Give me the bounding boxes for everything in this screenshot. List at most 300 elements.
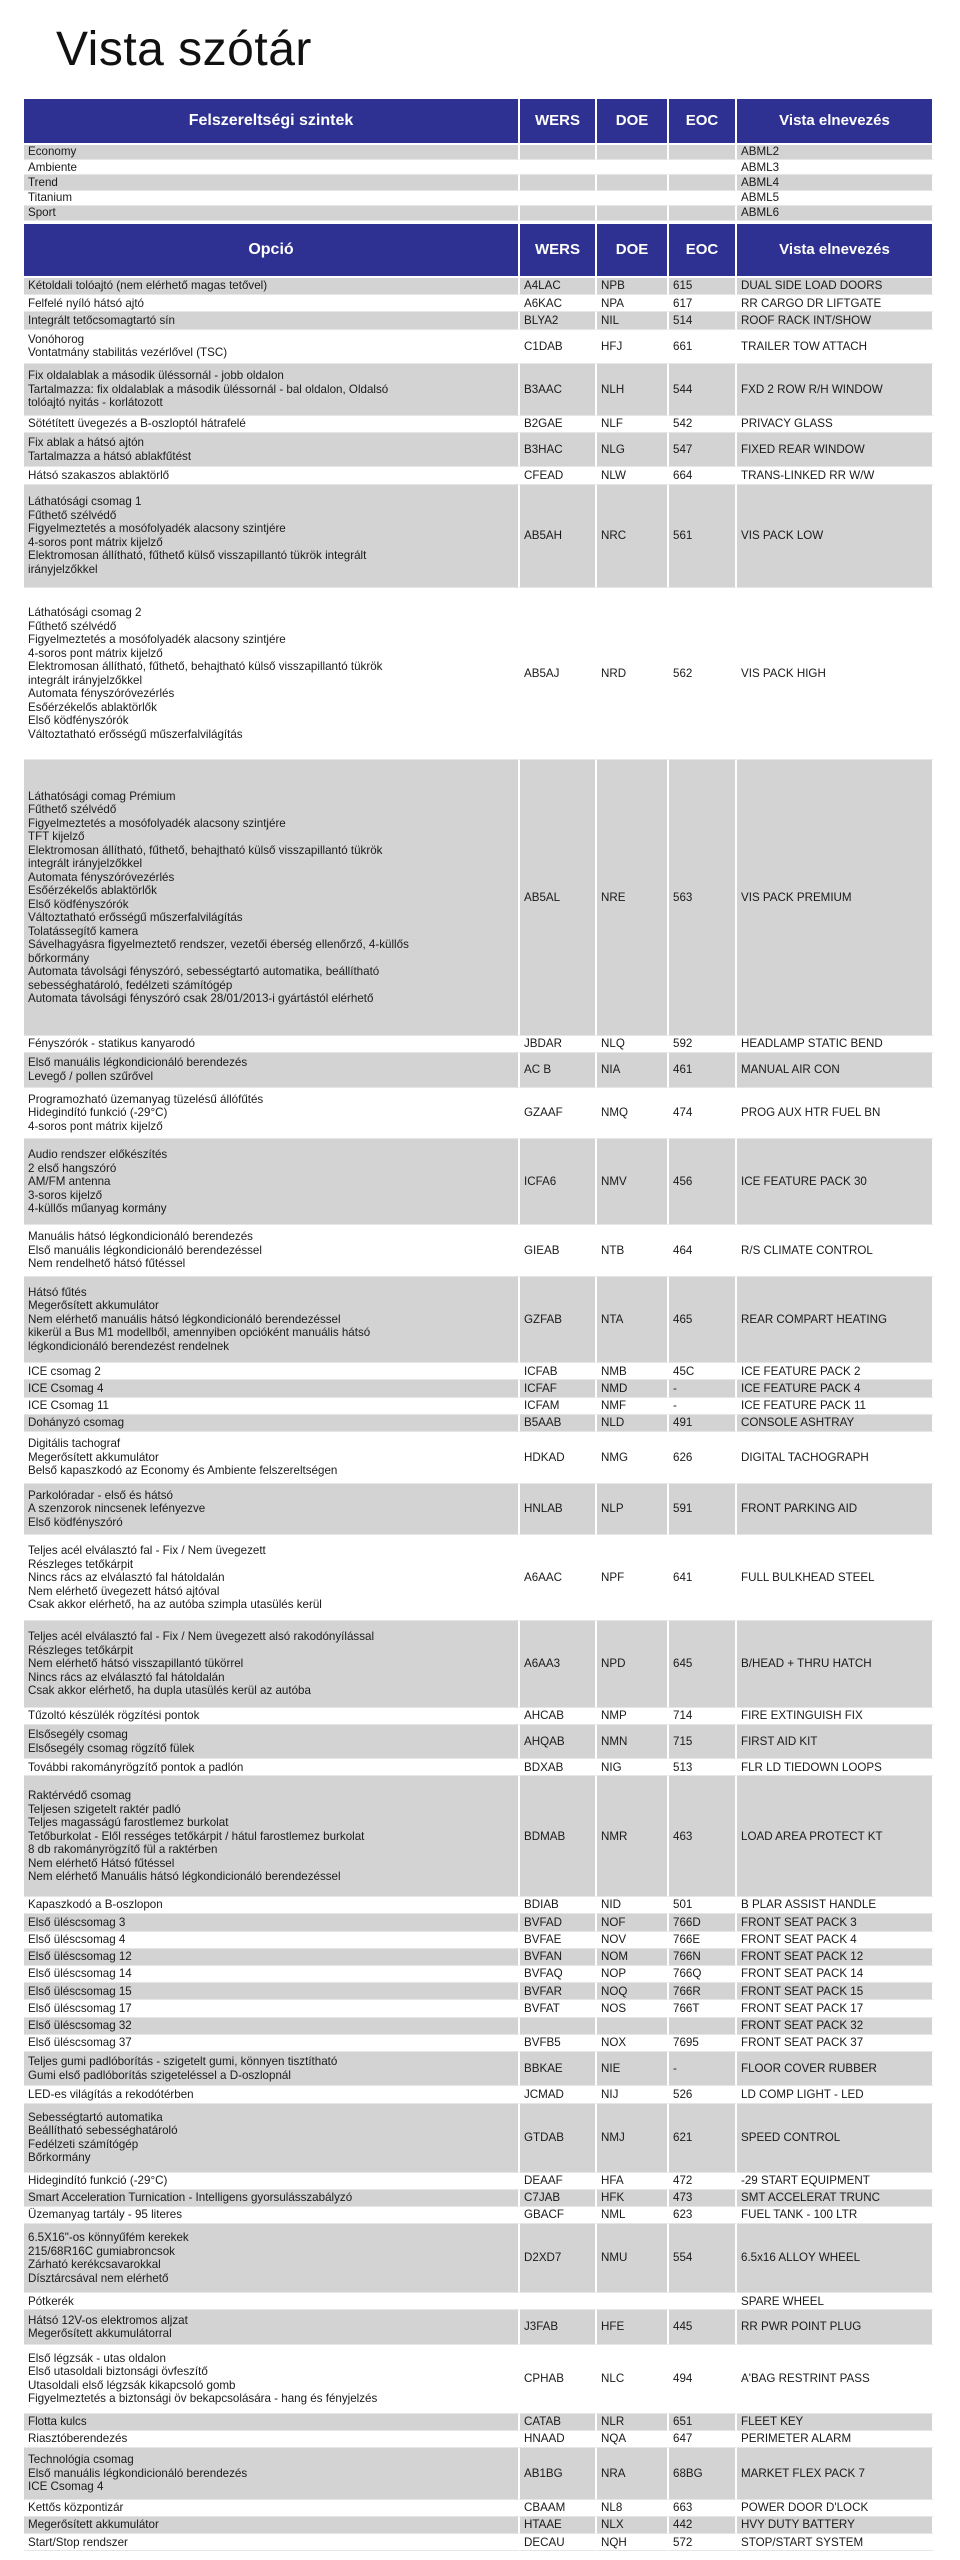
cell-eoc: 715 [669,1725,737,1759]
cell-wers: AHQAB [520,1725,597,1759]
cell-description: Riasztóberendezés [24,2431,520,2448]
cell-vista-name: FIXED REAR WINDOW [737,433,934,467]
option-row [24,1415,934,1432]
option-row [24,1432,934,1484]
cell-doe: NLC [597,2345,669,2414]
option-row [24,1398,934,1415]
option-row [24,330,934,364]
cell-doe [597,175,669,190]
cell-eoc: 562 [669,588,737,760]
cell-eoc: 766N [669,1949,737,1966]
option-row [24,2310,934,2344]
cell-eoc: 491 [669,1415,737,1432]
cell-doe: HFK [597,2190,669,2207]
cell-doe: HFA [597,2173,669,2190]
cell-eoc: 68BG [669,2448,737,2500]
cell-description: Első üléscsomag 12 [24,1949,520,1966]
cell-doe: NMB [597,1363,669,1380]
trim-level-row [24,206,934,221]
cell-eoc [669,191,737,206]
cell-eoc: 544 [669,364,737,416]
cell-doe: NMD [597,1380,669,1397]
cell-doe: NLQ [597,1036,669,1053]
cell-eoc: 623 [669,2207,737,2224]
cell-eoc: 563 [669,760,737,1036]
cell-vista-name: FRONT SEAT PACK 15 [737,1983,934,2000]
option-row [24,2000,934,2017]
cell-wers: B3AAC [520,364,597,416]
cell-description: Hátsó szakaszos ablaktörlő [24,467,520,484]
cell-doe: NOQ [597,1983,669,2000]
cell-eoc: - [669,1380,737,1397]
option-row [24,1949,934,1966]
cell-eoc: 463 [669,1776,737,1897]
cell-doe: NML [597,2207,669,2224]
cell-wers: JCMAD [520,2086,597,2103]
cell-vista-name: FUEL TANK - 100 LTR [737,2207,934,2224]
cell-doe [597,191,669,206]
cell-wers: AHCAB [520,1708,597,1725]
cell-doe: NPD [597,1621,669,1707]
cell-eoc [669,145,737,160]
cell-description: Integrált tetőcsomagtartó sín [24,312,520,329]
cell-eoc [669,160,737,175]
cell-doe: NPB [597,278,669,295]
cell-vista-name: FRONT SEAT PACK 37 [737,2035,934,2052]
cell-vista-name: PERIMETER ALARM [737,2431,934,2448]
cell-wers: CATAB [520,2414,597,2431]
trim-level-name: Ambiente [24,160,520,175]
cell-eoc: 766T [669,2000,737,2017]
trim-level-row [24,145,934,160]
cell-doe: NMQ [597,1088,669,1140]
cell-description: Első üléscsomag 17 [24,2000,520,2017]
cell-vista-name: SPEED CONTROL [737,2104,934,2173]
cell-doe: NLW [597,467,669,484]
cell-wers: GZAAF [520,1088,597,1140]
cell-vista-name: FRONT SEAT PACK 12 [737,1949,934,1966]
header-eoc: EOC [669,99,737,145]
option-row [24,2018,934,2035]
cell-vista-name: -29 START EQUIPMENT [737,2173,934,2190]
cell-doe: NID [597,1897,669,1914]
option-row [24,295,934,312]
cell-vista-name: ICE FEATURE PACK 11 [737,1398,934,1415]
option-row [24,1914,934,1931]
option-row [24,485,934,588]
cell-description: Start/Stop rendszer [24,2534,520,2551]
trim-level-name: Economy [24,145,520,160]
cell-vista-name: ABML4 [737,175,934,190]
cell-description: Pótkerék [24,2293,520,2310]
page-title: Vista szótár [56,23,312,76]
cell-eoc: 766D [669,1914,737,1931]
cell-wers: GBACF [520,2207,597,2224]
cell-description: Vonóhorog Vontatmány stabilitás vezérlővel (TSC) [24,330,520,364]
option-row [24,2500,934,2517]
cell-wers: ICFAB [520,1363,597,1380]
cell-vista-name: 6.5x16 ALLOY WHEEL [737,2224,934,2293]
cell-vista-name: ICE FEATURE PACK 4 [737,1380,934,1397]
cell-eoc: 664 [669,467,737,484]
cell-doe: NOX [597,2035,669,2052]
cell-doe: NRC [597,485,669,588]
cell-eoc: 766R [669,1983,737,2000]
cell-doe [597,206,669,221]
option-row [24,1363,934,1380]
option-row [24,1053,934,1087]
cell-eoc: 547 [669,433,737,467]
cell-doe: NLP [597,1484,669,1536]
cell-wers: GTDAB [520,2104,597,2173]
cell-vista-name: ABML2 [737,145,934,160]
cell-doe: HFJ [597,330,669,364]
cell-doe: NL8 [597,2500,669,2517]
option-row [24,2431,934,2448]
cell-description: Fix ablak a hátsó ajtón Tartalmazza a hátsó ablakfűtést [24,433,520,467]
cell-wers: B2GAE [520,416,597,433]
cell-wers [520,206,597,221]
cell-vista-name: FRONT SEAT PACK 3 [737,1914,934,1931]
cell-vista-name: DIGITAL TACHOGRAPH [737,1432,934,1484]
option-row [24,1380,934,1397]
cell-vista-name: RR PWR POINT PLUG [737,2310,934,2344]
cell-vista-name: VIS PACK HIGH [737,588,934,760]
cell-wers: AB1BG [520,2448,597,2500]
cell-vista-name: FRONT SEAT PACK 4 [737,1932,934,1949]
cell-wers: ICFAM [520,1398,597,1415]
cell-doe: NQH [597,2534,669,2551]
cell-vista-name: FRONT PARKING AID [737,1484,934,1536]
trim-level-row [24,175,934,190]
option-row [24,1932,934,1949]
cell-wers: BVFAD [520,1914,597,1931]
cell-description: Fix oldalablak a második üléssornál - jobb oldalon Tartalmazza: fix oldalablak a második üléssornál - bal oldalon, Oldalsó tolóajtó nyitás - korlátozott [24,364,520,416]
option-row [24,1759,934,1776]
options-table [24,224,934,2551]
cell-wers [520,145,597,160]
cell-doe: NLF [597,416,669,433]
cell-doe: NRA [597,2448,669,2500]
cell-eoc: 663 [669,2500,737,2517]
cell-doe [597,2293,669,2310]
option-row [24,467,934,484]
cell-vista-name: FIRE EXTINGUISH FIX [737,1708,934,1725]
cell-eoc: 626 [669,1432,737,1484]
cell-doe: NMJ [597,2104,669,2173]
cell-description: Láthatósági csomag 1 Fűthető szélvédő Figyelmeztetés a mosófolyadék alacsony szintjére 4-soros pont mátrix kijelző Elektromosan állítható, fűthető külső visszapillantó tükrök integrált irányjelzőkkel [24,485,520,588]
option-row [24,2173,934,2190]
header-trim-level: Felszereltségi szintek [24,99,520,145]
cell-description: Dohányzó csomag [24,1415,520,1432]
cell-doe: NLG [597,433,669,467]
option-row [24,1535,934,1621]
cell-wers: ICFA6 [520,1139,597,1225]
cell-description: ICE csomag 2 [24,1363,520,1380]
header-eoc: EOC [669,224,737,278]
cell-description: Parkolóradar - első és hátsó A szenzorok nincsenek lefényezve Első ködfényszóró [24,1484,520,1536]
cell-eoc: 591 [669,1484,737,1536]
cell-vista-name: MANUAL AIR CON [737,1053,934,1087]
cell-eoc: 661 [669,330,737,364]
cell-doe: NPA [597,295,669,312]
cell-description: Kapaszkodó a B-oszlopon [24,1897,520,1914]
cell-wers: BVFB5 [520,2035,597,2052]
cell-wers: BVFAE [520,1932,597,1949]
option-row [24,1139,934,1225]
cell-eoc: 473 [669,2190,737,2207]
cell-description: További rakományrögzítő pontok a padlón [24,1759,520,1776]
option-row [24,416,934,433]
cell-description: Fényszórók - statikus kanyarodó [24,1036,520,1053]
cell-description: Üzemanyag tartály - 95 literes [24,2207,520,2224]
cell-doe: NQA [597,2431,669,2448]
cell-wers: B3HAC [520,433,597,467]
cell-vista-name: MARKET FLEX PACK 7 [737,2448,934,2500]
cell-wers [520,160,597,175]
cell-doe: NMV [597,1139,669,1225]
cell-wers: HTAAE [520,2517,597,2534]
cell-doe: NMP [597,1708,669,1725]
cell-description: Hátsó fűtés Megerősített akkumulátor Nem elérhető manuális hátsó légkondicionáló berendezéssel kikerül a Bus M1 modellből, amennyiben opcióként manuális hátsó légkondicionáló berendezést rendelnek [24,1277,520,1363]
header-wers: WERS [520,224,597,278]
cell-eoc: 7695 [669,2035,737,2052]
cell-vista-name: DUAL SIDE LOAD DOORS [737,278,934,295]
option-row [24,2224,934,2293]
cell-wers: BVFAT [520,2000,597,2017]
cell-doe: NLR [597,2414,669,2431]
cell-doe: NOP [597,1966,669,1983]
cell-eoc: 641 [669,1535,737,1621]
cell-eoc [669,175,737,190]
option-row [24,1621,934,1707]
option-row [24,2448,934,2500]
cell-description: Tűzoltó készülék rögzítési pontok [24,1708,520,1725]
cell-eoc [669,2018,737,2035]
cell-wers: GZFAB [520,1277,597,1363]
cell-description: Sebességtartó automatika Beállítható sebességhatároló Fedélzeti számítógép Bőrkormány [24,2104,520,2173]
option-row [24,1708,934,1725]
option-row [24,2517,934,2534]
cell-description: ICE Csomag 11 [24,1398,520,1415]
cell-description: ICE Csomag 4 [24,1380,520,1397]
option-row [24,1277,934,1363]
cell-description: Teljes gumi padlóborítás - szigetelt gumi, könnyen tisztítható Gumi első padlóborítás szigeteléssel a D-oszlopnál [24,2052,520,2086]
cell-eoc: 766Q [669,1966,737,1983]
cell-eoc: 766E [669,1932,737,1949]
cell-vista-name: FXD 2 ROW R/H WINDOW [737,364,934,416]
cell-description: Első üléscsomag 32 [24,2018,520,2035]
header-option: Opció [24,224,520,278]
cell-doe: NMR [597,1776,669,1897]
cell-doe: NIL [597,312,669,329]
cell-vista-name: LD COMP LIGHT - LED [737,2086,934,2103]
cell-wers: AB5AH [520,485,597,588]
cell-wers: B5AAB [520,1415,597,1432]
cell-doe: NMG [597,1432,669,1484]
cell-wers: C7JAB [520,2190,597,2207]
cell-description: Első manuális légkondicionáló berendezés Levegő / pollen szűrővel [24,1053,520,1087]
cell-wers: DEAAF [520,2173,597,2190]
option-row [24,1725,934,1759]
cell-doe [597,2018,669,2035]
cell-vista-name: REAR COMPART HEATING [737,1277,934,1363]
cell-doe: NLX [597,2517,669,2534]
cell-vista-name: FULL BULKHEAD STEEL [737,1535,934,1621]
option-row [24,1484,934,1536]
cell-description: LED-es világítás a rekodótérben [24,2086,520,2103]
cell-wers: DECAU [520,2534,597,2551]
cell-vista-name: R/S CLIMATE CONTROL [737,1225,934,1277]
cell-wers: CFEAD [520,467,597,484]
option-row [24,2052,934,2086]
cell-eoc: 526 [669,2086,737,2103]
cell-doe: NOS [597,2000,669,2017]
option-row [24,1036,934,1053]
cell-eoc: 615 [669,278,737,295]
cell-doe: NTA [597,1277,669,1363]
cell-description: 6.5X16"-os könnyűfém kerekek 215/68R16C gumiabroncsok Zárható kerékcsavarokkal Dísztárcsával nem elérhető [24,2224,520,2293]
option-row [24,364,934,416]
cell-wers: A6KAC [520,295,597,312]
cell-wers: AC B [520,1053,597,1087]
cell-wers: AB5AL [520,760,597,1036]
cell-wers: BDMAB [520,1776,597,1897]
cell-eoc: 647 [669,2431,737,2448]
trim-level-name: Trend [24,175,520,190]
cell-vista-name: ICE FEATURE PACK 30 [737,1139,934,1225]
cell-vista-name: CONSOLE ASHTRAY [737,1415,934,1432]
cell-doe: NMU [597,2224,669,2293]
header-doe: DOE [597,99,669,145]
cell-doe: NOM [597,1949,669,1966]
option-row [24,2534,934,2551]
cell-description: Kettős központizár [24,2500,520,2517]
cell-vista-name: SMT ACCELERAT TRUNC [737,2190,934,2207]
option-row [24,1776,934,1897]
trim-level-name: Sport [24,206,520,221]
cell-description: Audio rendszer előkészítés 2 első hangszóró AM/FM antenna 3-soros kijelző 4-küllős műanyag kormány [24,1139,520,1225]
cell-vista-name: ABML5 [737,191,934,206]
cell-description: Raktérvédő csomag Teljesen szigetelt raktér padló Teljes magasságú farostlemez burkolat Tetőburkolat - Elől rességes tetőkárpit / hátul farostlemez burkolat 8 db rakományrögzítő fül a raktérben Nem elérhető Hátsó fűtéssel Nem elérhető Manuális hátsó légkondicionáló berendezéssel [24,1776,520,1897]
cell-eoc: 572 [669,2534,737,2551]
cell-eoc: - [669,1398,737,1415]
cell-eoc: 617 [669,295,737,312]
cell-vista-name: TRANS-LINKED RR W/W [737,467,934,484]
cell-eoc: 513 [669,1759,737,1776]
option-row [24,760,934,1036]
cell-description: Első üléscsomag 15 [24,1983,520,2000]
cell-wers: HNAAD [520,2431,597,2448]
cell-wers: A6AAC [520,1535,597,1621]
cell-eoc: 456 [669,1139,737,1225]
cell-doe: NOF [597,1914,669,1931]
cell-description: Flotta kulcs [24,2414,520,2431]
cell-vista-name: ICE FEATURE PACK 2 [737,1363,934,1380]
cell-eoc: 472 [669,2173,737,2190]
trim-levels-table [24,99,934,221]
cell-vista-name: FIRST AID KIT [737,1725,934,1759]
cell-description: Első üléscsomag 37 [24,2035,520,2052]
trim-level-row [24,160,934,175]
cell-eoc [669,206,737,221]
cell-vista-name: VIS PACK PREMIUM [737,760,934,1036]
cell-doe: NTB [597,1225,669,1277]
cell-wers: ICFAF [520,1380,597,1397]
cell-eoc: 45C [669,1363,737,1380]
option-row [24,2086,934,2103]
cell-eoc: 645 [669,1621,737,1707]
header-vista-name: Vista elnevezés [737,224,934,278]
cell-eoc: 561 [669,485,737,588]
cell-vista-name: FLEET KEY [737,2414,934,2431]
cell-eoc: 464 [669,1225,737,1277]
cell-wers: JBDAR [520,1036,597,1053]
option-row [24,1966,934,1983]
header-doe: DOE [597,224,669,278]
cell-vista-name: PRIVACY GLASS [737,416,934,433]
cell-wers: HDKAD [520,1432,597,1484]
cell-doe: NIJ [597,2086,669,2103]
cell-eoc [669,2293,737,2310]
cell-doe: NIG [597,1759,669,1776]
cell-vista-name: ROOF RACK INT/SHOW [737,312,934,329]
cell-wers: BDIAB [520,1897,597,1914]
cell-description: Smart Acceleration Turnication - Intelligens gyorsulásszabályzó [24,2190,520,2207]
cell-wers: BBKAE [520,2052,597,2086]
cell-wers [520,175,597,190]
cell-description: Első légzsák - utas oldalon Első utasoldali biztonsági övfeszítő Utasoldali első légzsák kikapcsoló gomb Figyelmeztetés a biztonsági öv bekapcsolására - hang és fényjelzés [24,2345,520,2414]
cell-wers: AB5AJ [520,588,597,760]
cell-wers: A4LAC [520,278,597,295]
cell-vista-name: RR CARGO DR LIFTGATE [737,295,934,312]
options-header [24,224,934,278]
cell-vista-name: ABML3 [737,160,934,175]
cell-wers: J3FAB [520,2310,597,2344]
cell-vista-name: TRAILER TOW ATTACH [737,330,934,364]
cell-doe: NOV [597,1932,669,1949]
cell-description: Felfelé nyíló hátsó ajtó [24,295,520,312]
cell-doe: NLH [597,364,669,416]
cell-doe [597,160,669,175]
trim-level-row [24,191,934,206]
cell-wers: CPHAB [520,2345,597,2414]
cell-description: Digitális tachograf Megerősített akkumulátor Belső kapaszkodó az Economy és Ambiente felszereltségen [24,1432,520,1484]
cell-doe: HFE [597,2310,669,2344]
cell-wers: CBAAM [520,2500,597,2517]
cell-vista-name: VIS PACK LOW [737,485,934,588]
option-row [24,1225,934,1277]
cell-wers: BVFAR [520,1983,597,2000]
cell-eoc: - [669,2052,737,2086]
cell-wers: D2XD7 [520,2224,597,2293]
cell-doe [597,145,669,160]
cell-vista-name: HEADLAMP STATIC BEND [737,1036,934,1053]
cell-vista-name: LOAD AREA PROTECT KT [737,1776,934,1897]
cell-wers: A6AA3 [520,1621,597,1707]
cell-description: Láthatósági csomag 2 Fűthető szélvédő Figyelmeztetés a mosófolyadék alacsony szintjére 4-soros pont mátrix kijelző Elektromosan állítható, fűthető, behajtható külső visszapillantó tükrök integrált irányjelzőkkel Automata fényszóróvezérlés Esőérzékelős ablaktörlők Első ködfényszórók Változtatható erősségű műszerfalvilágítás [24,588,520,760]
cell-eoc: 474 [669,1088,737,1140]
cell-vista-name: B PLAR ASSIST HANDLE [737,1897,934,1914]
cell-description: Elsősegély csomag Elsősegély csomag rögzítő fülek [24,1725,520,1759]
cell-vista-name: FRONT SEAT PACK 32 [737,2018,934,2035]
cell-vista-name: POWER DOOR D'LOCK [737,2500,934,2517]
cell-eoc: 714 [669,1708,737,1725]
cell-description: Teljes acél elválasztó fal - Fix / Nem üvegezett Részleges tetőkárpit Nincs rács az elválasztó fal hátoldalán Nem elérhető üvegezett hátsó ajtóval Csak akkor elérhető, ha az autóba szimpla utasülés kerül [24,1535,520,1621]
option-row [24,433,934,467]
cell-vista-name: SPARE WHEEL [737,2293,934,2310]
cell-doe: NLD [597,1415,669,1432]
